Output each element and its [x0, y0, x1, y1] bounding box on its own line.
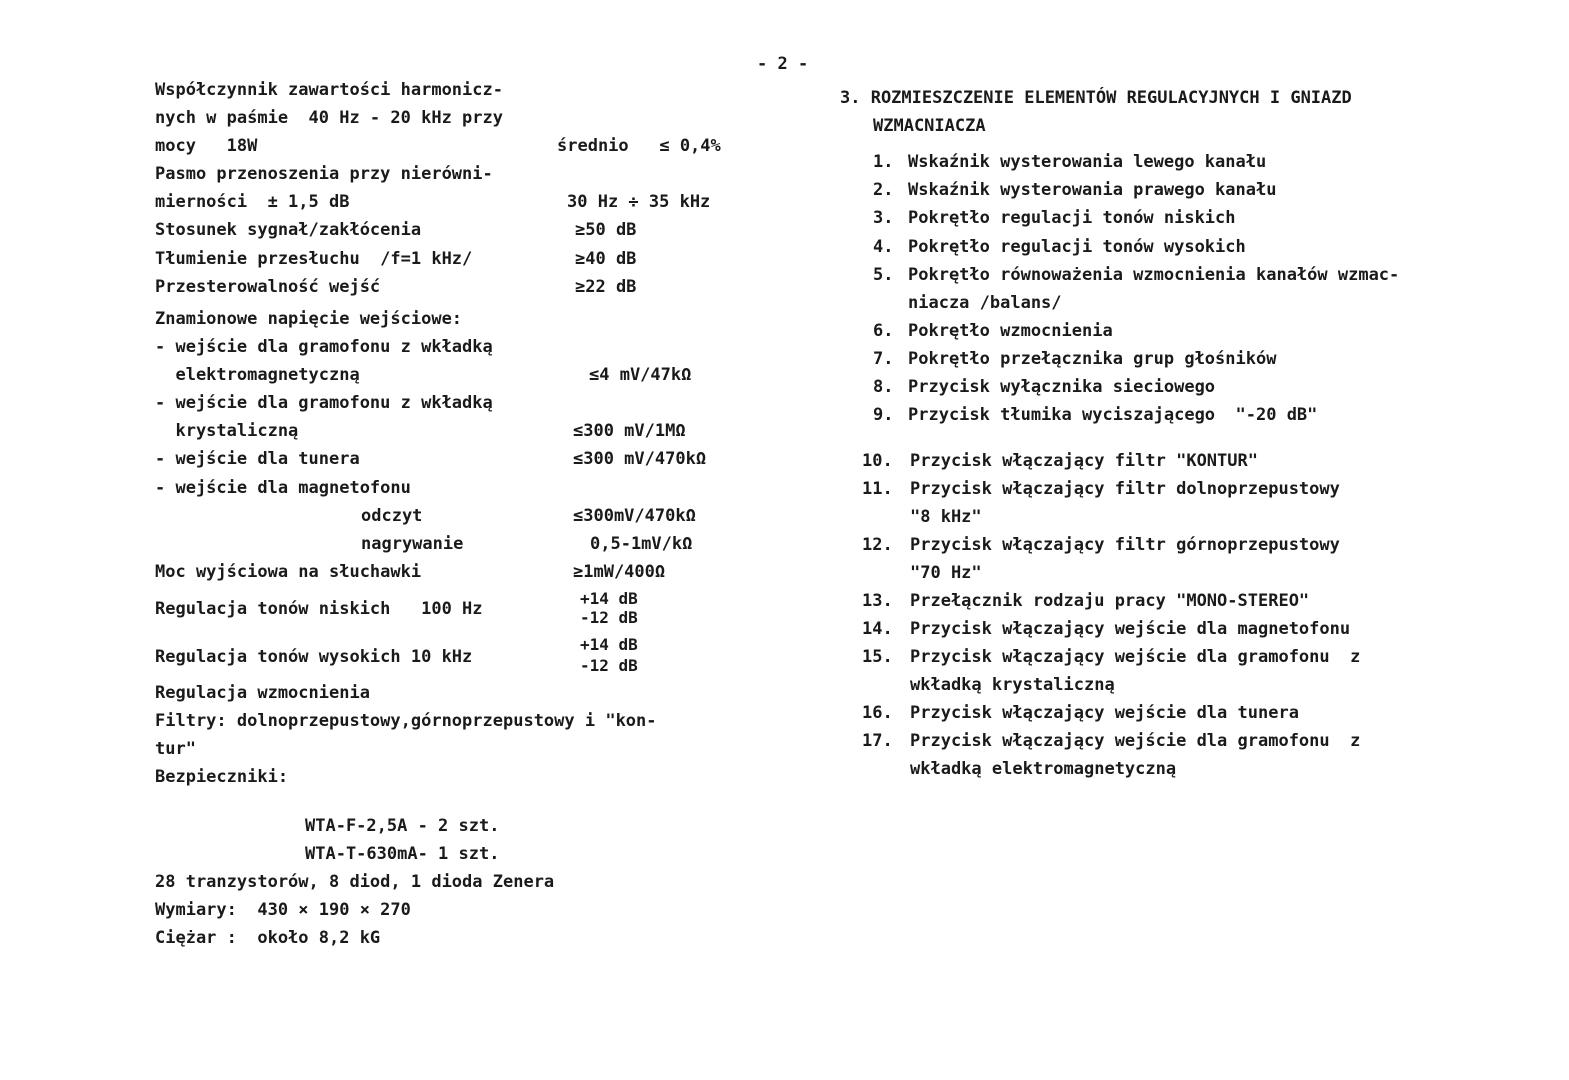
- list-item: Przycisk włączający wejście dla magnetofonu: [910, 619, 1351, 639]
- spec-gain-label: Regulacja wzmocnienia: [155, 683, 370, 703]
- spec-fuses-label: Bezpieczniki:: [155, 767, 289, 787]
- list-item-continuation: niacza /balans/: [908, 293, 1062, 313]
- spec-input-phono-crystal-line-1: - wejście dla gramofonu z wkładką: [155, 393, 493, 413]
- list-item-continuation: wkładką elektromagnetyczną: [910, 759, 1177, 779]
- list-item-continuation: "8 kHz": [910, 507, 982, 527]
- spec-tape-record-label: nagrywanie: [361, 534, 464, 554]
- spec-band-value: 30 Hz ÷ 35 kHz: [567, 192, 711, 212]
- spec-input-phono-magnetic-line-1: - wejście dla gramofonu z wkładką: [155, 337, 493, 357]
- spec-bass-plus: +14 dB: [580, 589, 638, 608]
- list-item-number: 4.: [873, 237, 894, 257]
- list-item: Przycisk tłumika wyciszającego "-20 dB": [908, 405, 1318, 425]
- list-item-number: 8.: [873, 377, 894, 397]
- list-item: Przycisk włączający wejście dla gramofonu z: [910, 731, 1361, 751]
- list-item: Przycisk włączający filtr górnoprzepustowy: [910, 535, 1340, 555]
- spec-headphone-output-label: Moc wyjściowa na słuchawki: [155, 562, 422, 582]
- list-item-number: 16.: [862, 703, 893, 723]
- list-item: Wskaźnik wysterowania prawego kanału: [908, 180, 1277, 200]
- list-item-number: 15.: [862, 647, 893, 667]
- list-item-number: 2.: [873, 180, 894, 200]
- spec-input-phono-crystal-value: ≤300 mV/1MΩ: [573, 421, 686, 441]
- spec-fuse-1: WTA-F-2,5A - 2 szt.: [305, 816, 500, 836]
- spec-treble-plus: +14 dB: [580, 635, 638, 654]
- list-item: Przycisk włączający filtr "KONTUR": [910, 451, 1258, 471]
- list-item: Pokrętło regulacji tonów niskich: [908, 208, 1236, 228]
- list-item-number: 9.: [873, 405, 894, 425]
- list-item-number: 14.: [862, 619, 893, 639]
- list-item-number: 11.: [862, 479, 893, 499]
- list-item: Pokrętło wzmocnienia: [908, 321, 1113, 341]
- list-item-number: 17.: [862, 731, 893, 751]
- spec-headphone-output-value: ≥1mW/400Ω: [573, 562, 666, 582]
- list-item: Przycisk wyłącznika sieciowego: [908, 377, 1216, 397]
- list-item-number: 6.: [873, 321, 894, 341]
- spec-overload-value: ≥22 dB: [575, 277, 637, 297]
- list-item: Przycisk włączający filtr dolnoprzepustowy: [910, 479, 1340, 499]
- list-item: Pokrętło przełącznika grup głośników: [908, 349, 1277, 369]
- spec-input-phono-magnetic-value: ≤4 mV/47kΩ: [589, 365, 692, 385]
- list-item-continuation: "70 Hz": [910, 563, 982, 583]
- list-item-number: 3.: [873, 208, 894, 228]
- list-item-number: 10.: [862, 451, 893, 471]
- spec-input-tuner-label: - wejście dla tunera: [155, 449, 360, 469]
- list-item-continuation: wkładką krystaliczną: [910, 675, 1115, 695]
- spec-overload-label: Przesterowalność wejść: [155, 277, 381, 297]
- spec-band-line-2: mierności ± 1,5 dB: [155, 192, 350, 212]
- list-item-number: 13.: [862, 591, 893, 611]
- spec-input-phono-magnetic-line-2: elektromagnetyczną: [155, 365, 360, 385]
- spec-tape-read-label: odczyt: [361, 506, 423, 526]
- spec-bass-label: Regulacja tonów niskich 100 Hz: [155, 599, 483, 619]
- spec-nominal-input-label: Znamionowe napięcie wejściowe:: [155, 309, 463, 329]
- spec-tape-read-value: ≤300mV/470kΩ: [573, 506, 696, 526]
- spec-filters-line-2: tur": [155, 739, 196, 759]
- list-item: Wskaźnik wysterowania lewego kanału: [908, 152, 1267, 172]
- spec-treble-minus: -12 dB: [580, 656, 638, 675]
- spec-treble-label: Regulacja tonów wysokich 10 kHz: [155, 647, 473, 667]
- list-item: Pokrętło regulacji tonów wysokich: [908, 237, 1246, 257]
- spec-input-tuner-value: ≤300 mV/470kΩ: [573, 449, 707, 469]
- spec-dimensions: Wymiary: 430 × 190 × 270: [155, 900, 411, 920]
- list-item: Przycisk włączający wejście dla gramofonu z: [910, 647, 1361, 667]
- spec-input-tape-label: - wejście dla magnetofonu: [155, 478, 411, 498]
- spec-harmonics-line-2: nych w paśmie 40 Hz - 20 kHz przy: [155, 108, 503, 128]
- spec-harmonics-line-3: mocy 18W: [155, 136, 258, 156]
- section-heading-line-2: WZMACNIACZA: [873, 116, 986, 136]
- list-item: Przycisk włączający wejście dla tunera: [910, 703, 1299, 723]
- spec-crosstalk-value: ≥40 dB: [575, 249, 637, 269]
- spec-band-line-1: Pasmo przenoszenia przy nierówni-: [155, 164, 493, 184]
- spec-snr-value: ≥50 dB: [575, 220, 637, 240]
- spec-weight: Ciężar : około 8,2 kG: [155, 928, 381, 948]
- spec-harmonics-line-1: Współczynnik zawartości harmonicz-: [155, 80, 503, 100]
- spec-tape-record-value: 0,5-1mV/kΩ: [590, 534, 693, 554]
- list-item-number: 7.: [873, 349, 894, 369]
- list-item: Pokrętło równoważenia wzmocnienia kanałów wzmac-: [908, 265, 1400, 285]
- list-item-number: 12.: [862, 535, 893, 555]
- spec-filters-line-1: Filtry: dolnoprzepustowy,górnoprzepustowy i "kon-: [155, 711, 657, 731]
- list-item-number: 5.: [873, 265, 894, 285]
- spec-harmonics-value: średnio ≤ 0,4%: [557, 136, 721, 156]
- section-heading-line-1: 3. ROZMIESZCZENIE ELEMENTÓW REGULACYJNYCH I GNIAZD: [840, 88, 1352, 108]
- spec-crosstalk-label: Tłumienie przesłuchu /f=1 kHz/: [155, 249, 473, 269]
- list-item-number: 1.: [873, 152, 894, 172]
- spec-input-phono-crystal-line-2: krystaliczną: [155, 421, 299, 441]
- spec-bass-minus: -12 dB: [580, 608, 638, 627]
- spec-snr-label: Stosunek sygnał/zakłócenia: [155, 220, 422, 240]
- spec-semiconductors: 28 tranzystorów, 8 diod, 1 dioda Zenera: [155, 872, 555, 892]
- page-number: - 2 -: [757, 54, 809, 74]
- spec-fuse-2: WTA-T-630mA- 1 szt.: [305, 844, 500, 864]
- list-item: Przełącznik rodzaju pracy "MONO-STEREO": [910, 591, 1310, 611]
